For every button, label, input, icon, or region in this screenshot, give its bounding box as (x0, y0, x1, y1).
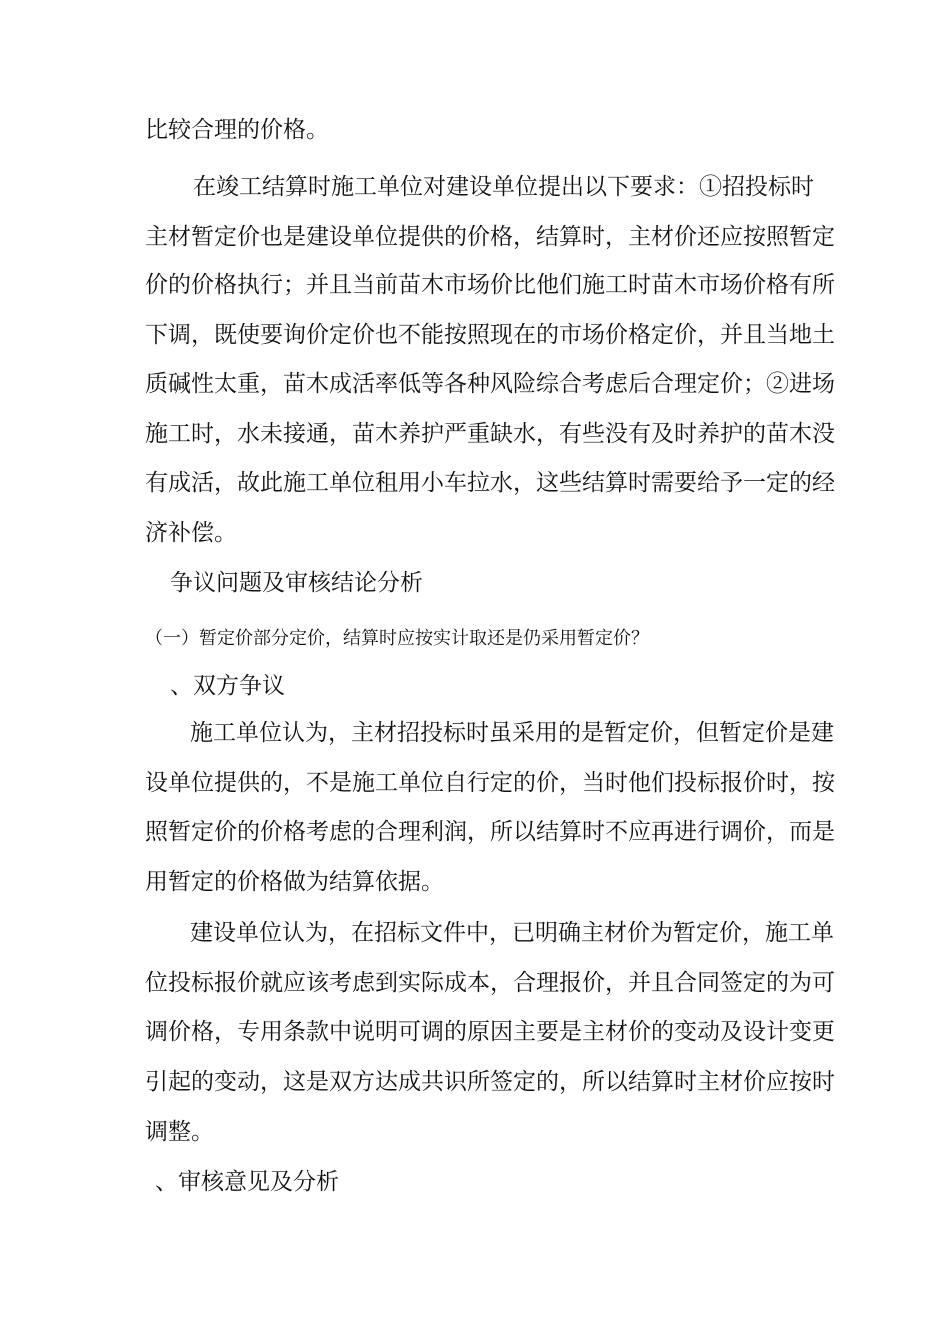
paragraph-line: 施工单位认为，主材招投标时虽采用的是暂定价，但暂定价是建 (190, 720, 834, 746)
paragraph-line: 用暂定的价格做为结算依据。 (145, 869, 444, 895)
paragraph-line: 主材暂定价也是建设单位提供的价格，结算时，主材价还应按照暂定 (145, 224, 835, 250)
paragraph-line: 建设单位认为，在招标文件中，已明确主材价为暂定价，施工单 (190, 920, 834, 946)
subsection-heading: （一）暂定价部分定价，结算时应按实计取还是仍采用暂定价？ (145, 628, 649, 649)
section-heading: 争议问题及审核结论分析 (170, 570, 423, 596)
subsection-title: 、双方争议 (170, 673, 285, 699)
paragraph-line: 施工时，水未接通，苗木养护严重缺水，有些没有及时养护的苗木没 (145, 421, 835, 447)
paragraph-line: 调价格，专用条款中说明可调的原因主要是主材价的变动及设计变更 (145, 1019, 835, 1045)
paragraph-line: 济补偿。 (145, 520, 237, 546)
paragraph-line: 设单位提供的，不是施工单位自行定的价，当时他们投标报价时，按 (145, 770, 835, 796)
paragraph-line: 质碱性太重，苗木成活率低等各种风险综合考虑后合理定价；②进场 (145, 371, 835, 397)
paragraph-line: 调整。 (145, 1119, 214, 1145)
paragraph-line: 照暂定价的价格考虑的合理利润，所以结算时不应再进行调价，而是 (145, 819, 835, 845)
paragraph-line: 价的价格执行；并且当前苗木市场价比他们施工时苗木市场价格有所 (145, 272, 835, 298)
paragraph-line: 在竣工结算时施工单位对建设单位提出以下要求：①招投标时 (193, 174, 814, 200)
paragraph-line: 引起的变动，这是双方达成共识所签定的，所以结算时主材价应按时 (145, 1069, 835, 1095)
paragraph-line: 有成活，故此施工单位租用小车拉水，这些结算时需要给予一定的经 (145, 470, 835, 496)
subsection-title: 、审核意见及分析 (155, 1169, 339, 1195)
paragraph-line: 下调，既使要询价定价也不能按照现在的市场价格定价，并且当地土 (145, 322, 835, 348)
paragraph-line: 比较合理的价格。 (145, 117, 329, 143)
paragraph-line: 位投标报价就应该考虑到实际成本，合理报价，并且合同签定的为可 (145, 970, 835, 996)
